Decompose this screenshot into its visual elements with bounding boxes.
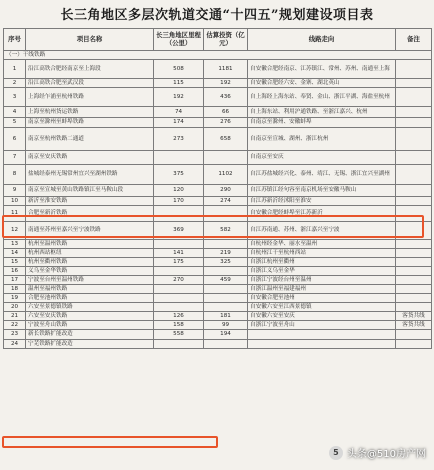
cell-inv: 290 <box>204 185 248 197</box>
highlight-box-row-23 <box>2 436 218 448</box>
cell-note <box>396 330 432 340</box>
cell-route: 自浙江义乌至金华 <box>248 267 396 276</box>
cell-inv <box>204 294 248 303</box>
cell-route <box>248 340 396 349</box>
cell-inv: 459 <box>204 276 248 285</box>
cell-name: 南京至宣城至黄山铁路镇江至马鞍山段 <box>26 185 154 197</box>
table-row <box>4 258 432 267</box>
cell-note <box>396 151 432 165</box>
cell-note <box>396 60 432 79</box>
col-header-investment: 估算投资（亿元） <box>204 29 248 51</box>
cell-note <box>396 249 432 258</box>
table-row <box>4 303 432 312</box>
cell-note <box>396 165 432 185</box>
cell-no: 23 <box>4 330 26 340</box>
cell-km <box>154 294 204 303</box>
cell-note <box>396 118 432 128</box>
cell-route: 自上海经上海东站、奉贤、金山、浙江平湖、海盐至杭州 <box>248 88 396 107</box>
table-row <box>4 312 432 321</box>
cell-name: 上海经乍浦至杭州铁路 <box>26 88 154 107</box>
table-row <box>4 321 432 330</box>
table-row <box>4 249 432 258</box>
table-row <box>4 151 432 165</box>
cell-name: 新长铁路扩能改造 <box>26 330 154 340</box>
cell-name: 南通至苏州至嘉兴至宁波铁路 <box>26 222 154 240</box>
cell-km <box>154 240 204 249</box>
cell-no: 7 <box>4 151 26 165</box>
cell-name: 南京至滁州至蚌埠铁路 <box>26 118 154 128</box>
cell-inv: 582 <box>204 222 248 240</box>
cell-no: 6 <box>4 128 26 151</box>
cell-no: 24 <box>4 340 26 349</box>
cell-no: 22 <box>4 321 26 330</box>
cell-km: 508 <box>154 60 204 79</box>
cell-no: 19 <box>4 294 26 303</box>
cell-note: 客货共线 <box>396 321 432 330</box>
cell-note <box>396 285 432 294</box>
cell-name: 义乌至金华铁路 <box>26 267 154 276</box>
cell-km: 174 <box>154 118 204 128</box>
cell-no: 10 <box>4 197 26 206</box>
cell-note <box>396 276 432 285</box>
cell-name: 合肥至池州铁路 <box>26 294 154 303</box>
table-row <box>4 185 432 197</box>
cell-inv: 219 <box>204 249 248 258</box>
cell-note <box>396 88 432 107</box>
cell-route: 自安徽合肥经六安、金寨、湖北英山 <box>248 79 396 88</box>
section-row <box>4 51 432 60</box>
cell-note <box>396 340 432 349</box>
cell-name: 新沂至淮安铁路 <box>26 197 154 206</box>
cell-no: 20 <box>4 303 26 312</box>
cell-route: 自江苏镇江经句容至南京机场至安徽马鞍山 <box>248 185 396 197</box>
avatar-icon: 5 <box>329 446 343 460</box>
cell-no: 17 <box>4 276 26 285</box>
cell-note <box>396 185 432 197</box>
cell-km <box>154 303 204 312</box>
cell-route: 自浙江杭州至衢州 <box>248 258 396 267</box>
cell-route: 自江苏盐城经兴化、泰州、靖江、无锡、浙江宜兴至湖州 <box>248 165 396 185</box>
cell-inv: 99 <box>204 321 248 330</box>
cell-inv: 1102 <box>204 165 248 185</box>
cell-no: 2 <box>4 79 26 88</box>
table-row <box>4 165 432 185</box>
table-row <box>4 197 432 206</box>
cell-km: 270 <box>154 276 204 285</box>
section-label: （一）干线铁路 <box>4 51 432 60</box>
cell-name: 宁波至舟山铁路 <box>26 321 154 330</box>
cell-route: 自杭州经金华、丽水至温州 <box>248 240 396 249</box>
table-row <box>4 294 432 303</box>
table-row <box>4 128 432 151</box>
col-header-note: 备注 <box>396 29 432 51</box>
cell-route: 自安徽合肥经南京、江苏镇江、常州、苏州、南通至上海 <box>248 60 396 79</box>
cell-no: 12 <box>4 222 26 240</box>
cell-name: 宁芜铁路扩能改造 <box>26 340 154 349</box>
cell-note <box>396 107 432 118</box>
table-row <box>4 276 432 285</box>
cell-route: 自浙江温州至福建福州 <box>248 285 396 294</box>
cell-name: 沿江高铁合肥经南京至上海段 <box>26 60 154 79</box>
cell-note <box>396 79 432 88</box>
cell-inv: 66 <box>204 107 248 118</box>
table-row <box>4 79 432 88</box>
cell-km: 170 <box>154 197 204 206</box>
cell-route: 自浙江宁波经台州至温州 <box>248 276 396 285</box>
cell-no: 5 <box>4 118 26 128</box>
table-row <box>4 107 432 118</box>
cell-km: 74 <box>154 107 204 118</box>
col-header-no: 序号 <box>4 29 26 51</box>
cell-inv: 274 <box>204 197 248 206</box>
cell-note <box>396 303 432 312</box>
cell-km: 175 <box>154 258 204 267</box>
col-header-km: 长三角地区里程（公里） <box>154 29 204 51</box>
col-header-name: 项目名称 <box>26 29 154 51</box>
table-row <box>4 88 432 107</box>
cell-route: 自江苏南通、苏州、浙江嘉兴至宁波 <box>248 222 396 240</box>
project-table <box>3 28 432 349</box>
cell-note <box>396 267 432 276</box>
cell-no: 11 <box>4 206 26 222</box>
cell-name: 合肥至新沂铁路 <box>26 206 154 222</box>
cell-no: 4 <box>4 107 26 118</box>
cell-route: 自江苏新沂经沭阳至淮安 <box>248 197 396 206</box>
cell-route: 自安徽六安至安庆 <box>248 312 396 321</box>
cell-inv <box>204 240 248 249</box>
cell-km: 126 <box>154 312 204 321</box>
cell-km: 558 <box>154 330 204 340</box>
table-row <box>4 240 432 249</box>
cell-inv: 325 <box>204 258 248 267</box>
cell-name: 杭州西站枢纽 <box>26 249 154 258</box>
cell-no: 9 <box>4 185 26 197</box>
cell-name: 六安至安庆铁路 <box>26 312 154 321</box>
table-row <box>4 60 432 79</box>
cell-name: 南京至安庆铁路 <box>26 151 154 165</box>
cell-inv <box>204 340 248 349</box>
cell-km: 273 <box>154 128 204 151</box>
cell-name: 沿江高铁合肥至武汉段 <box>26 79 154 88</box>
cell-note: 客货共线 <box>396 312 432 321</box>
table-title: 长三角地区多层次轨道交通“十四五”规划建设项目表 <box>60 8 374 23</box>
cell-name: 杭州至衢州铁路 <box>26 258 154 267</box>
cell-no: 13 <box>4 240 26 249</box>
cell-name: 温州至福州铁路 <box>26 285 154 294</box>
cell-km: 120 <box>154 185 204 197</box>
cell-route <box>248 330 396 340</box>
cell-km: 141 <box>154 249 204 258</box>
cell-km <box>154 340 204 349</box>
cell-route: 自安徽合肥至池州 <box>248 294 396 303</box>
cell-km <box>154 285 204 294</box>
cell-no: 15 <box>4 258 26 267</box>
cell-name: 上海至杭州货运铁路 <box>26 107 154 118</box>
cell-inv: 276 <box>204 118 248 128</box>
cell-inv <box>204 303 248 312</box>
cell-route: 自安徽六安至江西景德镇 <box>248 303 396 312</box>
table-row <box>4 285 432 294</box>
cell-route: 自上海东站、利用沪通铁路、至浙江嘉兴、杭州 <box>248 107 396 118</box>
cell-inv: 1181 <box>204 60 248 79</box>
cell-note <box>396 128 432 151</box>
cell-inv <box>204 285 248 294</box>
cell-inv: 181 <box>204 312 248 321</box>
cell-name: 杭州至温州铁路 <box>26 240 154 249</box>
cell-no: 3 <box>4 88 26 107</box>
cell-no: 8 <box>4 165 26 185</box>
watermark-text: 头条@510房产网 <box>346 449 426 460</box>
cell-inv: 658 <box>204 128 248 151</box>
cell-route: 自南京至滁州、安徽蚌埠 <box>248 118 396 128</box>
cell-name: 六安至景德镇铁路 <box>26 303 154 312</box>
cell-note <box>396 197 432 206</box>
cell-km: 375 <box>154 165 204 185</box>
cell-route: 自杭州江干至杭州西站 <box>248 249 396 258</box>
table-row <box>4 330 432 340</box>
cell-no: 14 <box>4 249 26 258</box>
cell-km: 158 <box>154 321 204 330</box>
cell-route: 自南京至安庆 <box>248 151 396 165</box>
cell-km: 115 <box>154 79 204 88</box>
highlight-box-row-8 <box>2 215 424 238</box>
cell-no: 18 <box>4 285 26 294</box>
cell-inv: 192 <box>204 79 248 88</box>
cell-route: 自安徽合肥经蚌埠至江苏新沂 <box>248 206 396 222</box>
cell-km <box>154 267 204 276</box>
cell-no: 21 <box>4 312 26 321</box>
cell-note <box>396 258 432 267</box>
table-header-row <box>4 29 432 51</box>
cell-km: 192 <box>154 88 204 107</box>
cell-inv: 194 <box>204 330 248 340</box>
cell-name: 宁波至台州至温州铁路 <box>26 276 154 285</box>
cell-inv: 436 <box>204 88 248 107</box>
cell-no: 1 <box>4 60 26 79</box>
cell-note <box>396 240 432 249</box>
cell-route: 自浙江宁波至舟山 <box>248 321 396 330</box>
watermark <box>329 445 426 460</box>
table-row <box>4 267 432 276</box>
cell-no: 16 <box>4 267 26 276</box>
cell-note <box>396 294 432 303</box>
cell-inv <box>204 267 248 276</box>
cell-name: 盐城经泰州无锡常州宜兴至湖州铁路 <box>26 165 154 185</box>
table-row <box>4 118 432 128</box>
col-header-route: 线路走向 <box>248 29 396 51</box>
cell-inv <box>204 151 248 165</box>
cell-km: 369 <box>154 222 204 240</box>
cell-km <box>154 151 204 165</box>
cell-route: 自南京至宣城、湖州、浙江杭州 <box>248 128 396 151</box>
cell-name: 南京至杭州铁路二通道 <box>26 128 154 151</box>
table-row <box>4 340 432 349</box>
